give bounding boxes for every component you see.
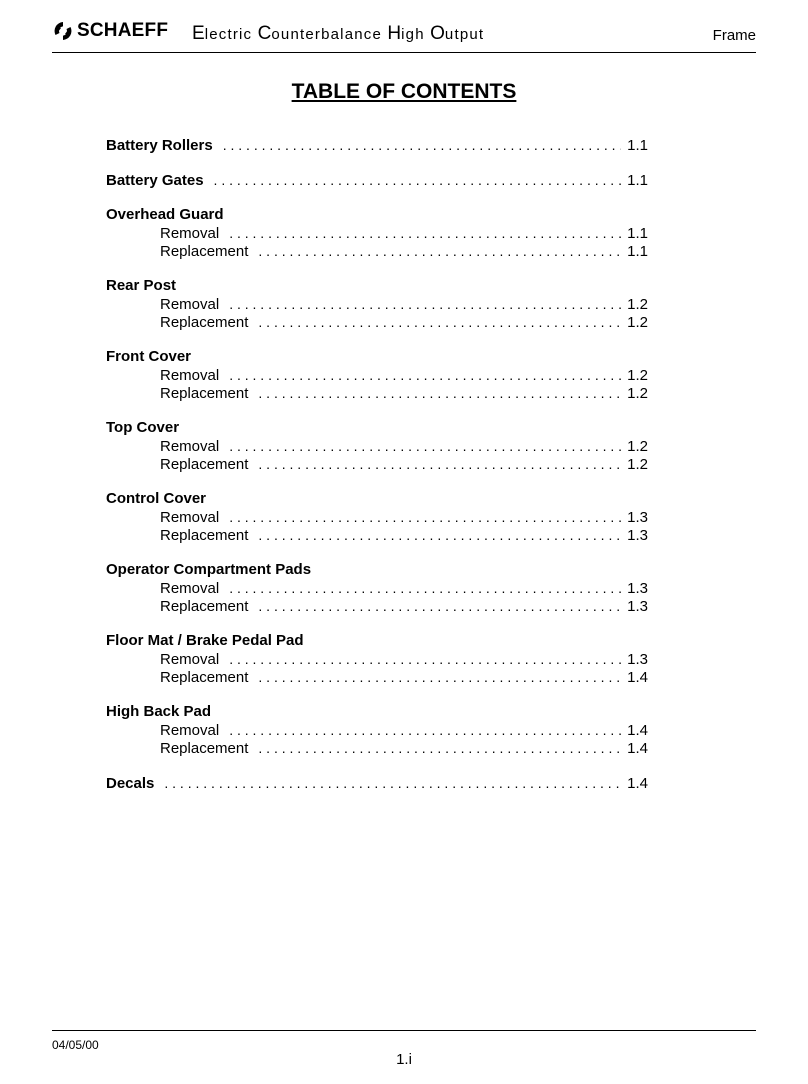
toc-entry-row <box>106 526 648 544</box>
toc-entry-page-number: 1.3 <box>627 509 648 526</box>
toc-entry-page-number: 1.4 <box>627 740 648 757</box>
dot-leader <box>229 508 621 526</box>
toc-section <box>106 419 648 473</box>
toc-entry-label: Replacement <box>160 385 249 402</box>
toc-section-title-label: Operator Compartment Pads <box>106 561 312 578</box>
dot-leader <box>229 650 621 668</box>
dot-leader <box>258 739 621 757</box>
title-initial: C <box>257 23 272 44</box>
dot-leader <box>258 242 621 260</box>
schaeff-logo-icon <box>52 20 74 42</box>
toc-section-title-row <box>106 277 648 295</box>
toc-section <box>106 561 648 615</box>
toc-entry-label: Removal <box>160 296 220 313</box>
toc-entry-page-number: 1.1 <box>627 225 648 242</box>
toc-entry-row <box>106 455 648 473</box>
toc-entry-row <box>106 739 648 757</box>
toc-entry-label: Replacement <box>160 740 249 757</box>
document-title <box>192 24 484 45</box>
toc-entry-page-number: 1.2 <box>627 296 648 313</box>
section-name: Frame <box>712 27 756 44</box>
toc-section-title-page-number: 1.4 <box>627 775 648 792</box>
toc-entry-row <box>106 508 648 526</box>
toc-section-title-label: Decals <box>106 775 155 792</box>
toc-entry-row <box>106 650 648 668</box>
dot-leader <box>164 774 621 792</box>
title-word: lectric <box>204 26 258 43</box>
toc-entry-row <box>106 668 648 686</box>
toc-entry-page-number: 1.2 <box>627 385 648 402</box>
dot-leader <box>223 136 621 154</box>
toc-section <box>106 774 648 792</box>
toc-entry-row <box>106 295 648 313</box>
toc-entry-label: Removal <box>160 722 220 739</box>
toc-section <box>106 703 648 757</box>
toc-section-title-row <box>106 774 648 792</box>
dot-leader <box>258 384 621 402</box>
toc-section <box>106 277 648 331</box>
toc-entry-page-number: 1.2 <box>627 314 648 331</box>
toc-section-title-row <box>106 136 648 154</box>
toc-section-title-label: Front Cover <box>106 348 192 365</box>
toc-entry-label: Replacement <box>160 527 249 544</box>
toc-entry-label: Replacement <box>160 243 249 260</box>
title-initial: E <box>192 23 205 44</box>
toc-section-title-label: Battery Rollers <box>106 137 213 154</box>
toc-section-title-row <box>106 632 648 650</box>
dot-leader <box>229 224 621 242</box>
toc-entry-page-number: 1.2 <box>627 438 648 455</box>
toc-entry-row <box>106 224 648 242</box>
title-initial: O <box>430 23 445 44</box>
toc-section-title-row <box>106 561 648 579</box>
toc-entry-label: Replacement <box>160 456 249 473</box>
toc-entry-page-number: 1.3 <box>627 580 648 597</box>
dot-leader <box>258 526 621 544</box>
toc-entry-row <box>106 366 648 384</box>
toc-section-title-row <box>106 490 648 508</box>
toc-entry-row <box>106 437 648 455</box>
toc-entry-row <box>106 313 648 331</box>
toc-entry-page-number: 1.2 <box>627 367 648 384</box>
toc-section <box>106 171 648 189</box>
title-word: igh <box>401 26 431 43</box>
dot-leader <box>258 668 621 686</box>
page-title: TABLE OF CONTENTS <box>291 80 517 103</box>
toc-entry-label: Removal <box>160 580 220 597</box>
revision-date: 04/05/00 <box>52 1038 99 1052</box>
table-of-contents <box>106 136 648 809</box>
dot-leader <box>229 437 621 455</box>
dot-leader <box>229 579 621 597</box>
toc-section-title-label: Control Cover <box>106 490 207 507</box>
toc-entry-page-number: 1.4 <box>627 722 648 739</box>
dot-leader <box>258 597 621 615</box>
schaeff-logo <box>52 20 168 42</box>
brand-name: SCHAEFF <box>77 20 169 41</box>
toc-entry-label: Removal <box>160 438 220 455</box>
toc-entry-label: Removal <box>160 509 220 526</box>
toc-entry-page-number: 1.3 <box>627 651 648 668</box>
dot-leader <box>229 366 621 384</box>
toc-entry-row <box>106 242 648 260</box>
title-initial: H <box>387 23 402 44</box>
dot-leader <box>214 171 622 189</box>
toc-section-title-page-number: 1.1 <box>627 137 648 154</box>
toc-entry-label: Removal <box>160 225 220 242</box>
toc-section-title-row <box>106 171 648 189</box>
dot-leader <box>258 455 621 473</box>
toc-entry-label: Removal <box>160 367 220 384</box>
toc-section-title-row <box>106 348 648 366</box>
toc-entry-row <box>106 384 648 402</box>
toc-section-title-label: Rear Post <box>106 277 177 294</box>
toc-section <box>106 348 648 402</box>
toc-entry-page-number: 1.4 <box>627 669 648 686</box>
dot-leader <box>258 313 621 331</box>
toc-section-title-label: Battery Gates <box>106 172 204 189</box>
toc-section-title-row <box>106 703 648 721</box>
toc-entry-row <box>106 597 648 615</box>
dot-leader <box>229 721 621 739</box>
toc-entry-label: Replacement <box>160 598 249 615</box>
toc-section <box>106 206 648 260</box>
toc-section-title-label: Floor Mat / Brake Pedal Pad <box>106 632 304 649</box>
toc-entry-page-number: 1.1 <box>627 243 648 260</box>
toc-entry-page-number: 1.3 <box>627 598 648 615</box>
toc-section <box>106 136 648 154</box>
toc-section-title-row <box>106 419 648 437</box>
toc-section-title-label: Top Cover <box>106 419 180 436</box>
toc-entry-page-number: 1.3 <box>627 527 648 544</box>
toc-section-title-label: High Back Pad <box>106 703 212 720</box>
toc-section-title-row <box>106 206 648 224</box>
title-word: ounterbalance <box>271 26 388 43</box>
title-word: utput <box>444 26 485 43</box>
page-header <box>52 18 756 53</box>
toc-section-title-label: Overhead Guard <box>106 206 224 223</box>
toc-entry-label: Replacement <box>160 669 249 686</box>
toc-entry-row <box>106 579 648 597</box>
toc-entry-label: Removal <box>160 651 220 668</box>
toc-entry-page-number: 1.2 <box>627 456 648 473</box>
page-footer <box>52 1030 756 1052</box>
page-number: 1.i <box>396 1051 412 1068</box>
toc-section <box>106 490 648 544</box>
toc-entry-label: Replacement <box>160 314 249 331</box>
toc-entry-row <box>106 721 648 739</box>
dot-leader <box>229 295 621 313</box>
toc-section <box>106 632 648 686</box>
toc-section-title-page-number: 1.1 <box>627 172 648 189</box>
